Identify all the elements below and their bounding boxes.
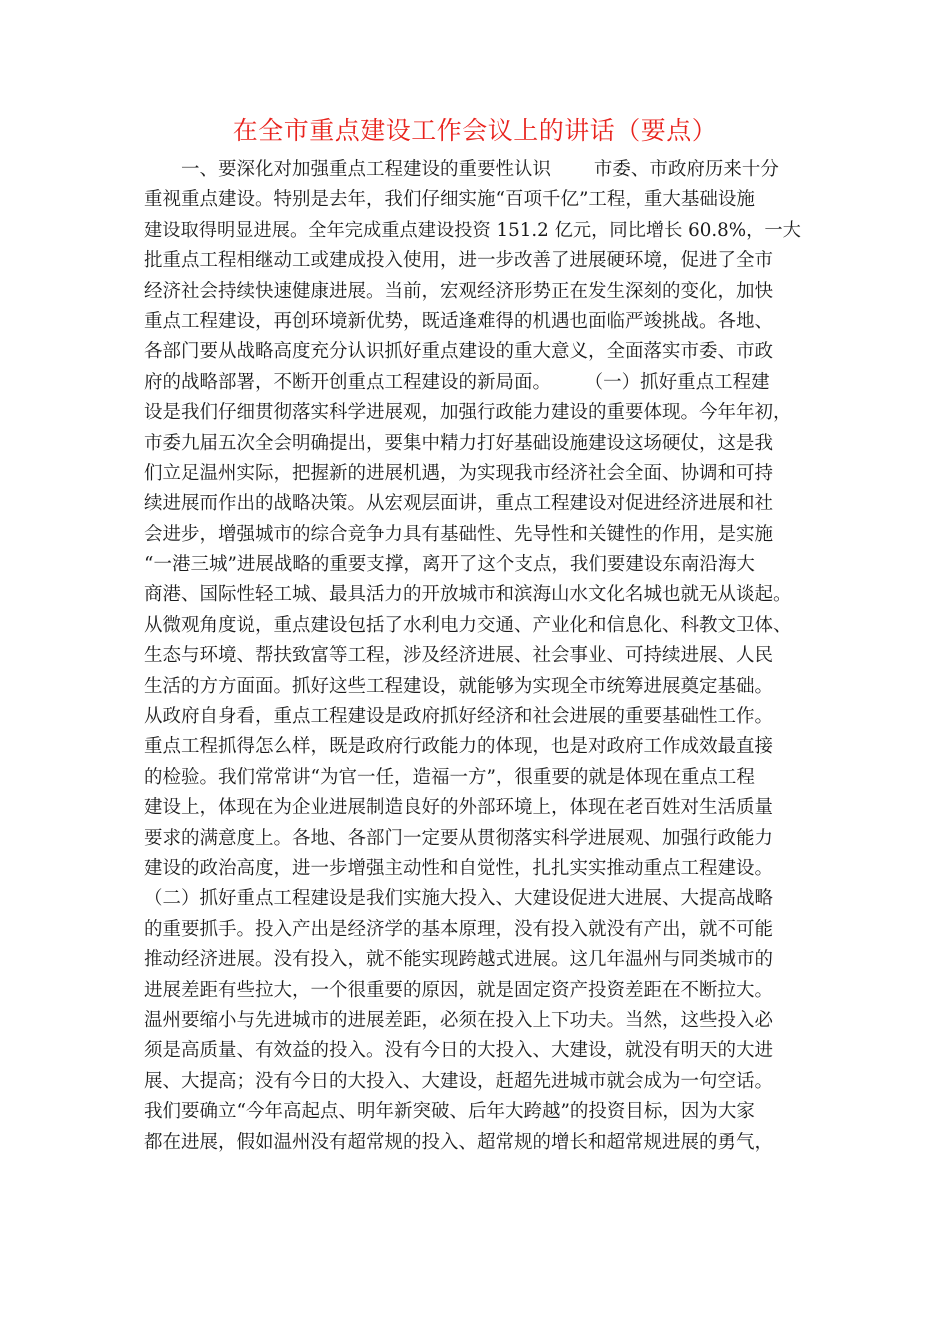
text-line: 温州要缩小与先进城市的进展差距，必须在投入上下功夫。当然，这些投入必 xyxy=(144,1009,774,1031)
text-line: 批重点工程相继动工或建成投入使用，进一步改善了进展硬环境，促进了全市 xyxy=(144,250,774,272)
text-line: 重点工程抓得怎么样，既是政府行政能力的体现，也是对政府工作成效最直接 xyxy=(144,736,774,758)
text-line: 展、大提高；没有今日的大投入、大建设，赶超先进城市就会成为一句空话。 xyxy=(144,1070,774,1092)
text-line: 设是我们仔细贯彻落实科学进展观，加强行政能力建设的重要体现。今年年初， xyxy=(144,402,792,424)
document-title: 在全市重点建设工作会议上的讲话（要点） xyxy=(232,116,718,145)
text-line: 府的战略部署，不断开创重点工程建设的新局面。 （一）抓好重点工程建 xyxy=(144,371,770,393)
document-body xyxy=(144,155,804,1158)
text-line: 生态与环境、帮扶致富等工程，涉及经济进展、社会事业、可持续进展、人民 xyxy=(144,645,774,667)
text-line: 会进步，增强城市的综合竞争力具有基础性、先导性和关键性的作用，是实施 xyxy=(144,523,774,545)
text-line: 的检验。我们常常讲“为官一任，造福一方”，很重要的就是体现在重点工程 xyxy=(144,766,755,788)
text-line: 进展差距有些拉大，一个很重要的原因，就是固定资产投资差距在不断拉大。 xyxy=(144,979,774,1001)
text-line: 一、要深化对加强重点工程建设的重要性认识 市委、市政府历来十分 xyxy=(144,159,779,180)
text-line: 建设的政治高度，进一步增强主动性和自觉性，扎扎实实推动重点工程建设。 xyxy=(144,857,774,879)
text-line: 我们要确立“今年高起点、明年新突破、后年大跨越”的投资目标，因为大家 xyxy=(144,1101,755,1123)
text-line: 们立足温州实际，把握新的进展机遇，为实现我市经济社会全面、协调和可持 xyxy=(144,462,774,484)
text-line: 重点工程建设，再创环境新优势，既适逢难得的机遇也面临严竣挑战。各地、 xyxy=(144,310,774,332)
text-line: 市委九届五次全会明确提出，要集中精力打好基础设施建设这场硬仗，这是我 xyxy=(144,432,774,454)
text-line: 建设上，体现在为企业进展制造良好的外部环境上，体现在老百姓对生活质量 xyxy=(144,797,774,819)
text-line: （二）抓好重点工程建设是我们实施大投入、大建设促进大进展、大提高战略 xyxy=(144,888,774,910)
text-line: 建设取得明显进展。全年完成重点建设投资 151.2 亿元，同比增长 60.8%，一大 xyxy=(144,219,801,241)
text-line: 重视重点建设。特别是去年，我们仔细实施“百项千亿”工程，重大基础设施 xyxy=(144,189,755,211)
text-line: 续进展而作出的战略决策。从宏观层面讲，重点工程建设对促进经济进展和社 xyxy=(144,493,774,515)
text-line: “一港三城”进展战略的重要支撑，离开了这个支点，我们要建设东南沿海大 xyxy=(144,554,755,576)
text-line: 要求的满意度上。各地、各部门一定要从贯彻落实科学进展观、加强行政能力 xyxy=(144,827,774,849)
text-line: 推动经济进展。没有投入，就不能实现跨越式进展。这几年温州与同类城市的 xyxy=(144,949,774,971)
text-line: 商港、国际性轻工城、最具活力的开放城市和滨海山水文化名城也就无从谈起。 xyxy=(144,584,792,606)
text-line: 经济社会持续快速健康进展。当前，宏观经济形势正在发生深刻的变化，加快 xyxy=(144,280,774,302)
text-line: 从微观角度说，重点建设包括了水利电力交通、产业化和信息化、科教文卫体、 xyxy=(144,614,792,636)
text-line: 的重要抓手。投入产出是经济学的基本原理，没有投入就没有产出，就不可能 xyxy=(144,918,774,940)
text-line: 生活的方方面面。抓好这些工程建设，就能够为实现全市统筹进展奠定基础。 xyxy=(144,675,774,697)
text-line: 都在进展，假如温州没有超常规的投入、超常规的增长和超常规进展的勇气， xyxy=(144,1131,774,1153)
text-line: 须是高质量、有效益的投入。没有今日的大投入、大建设，就没有明天的大进 xyxy=(144,1040,774,1062)
text-line: 各部门要从战略高度充分认识抓好重点建设的重大意义，全面落实市委、市政 xyxy=(144,341,774,363)
text-line: 从政府自身看，重点工程建设是政府抓好经济和社会进展的重要基础性工作。 xyxy=(144,706,774,728)
